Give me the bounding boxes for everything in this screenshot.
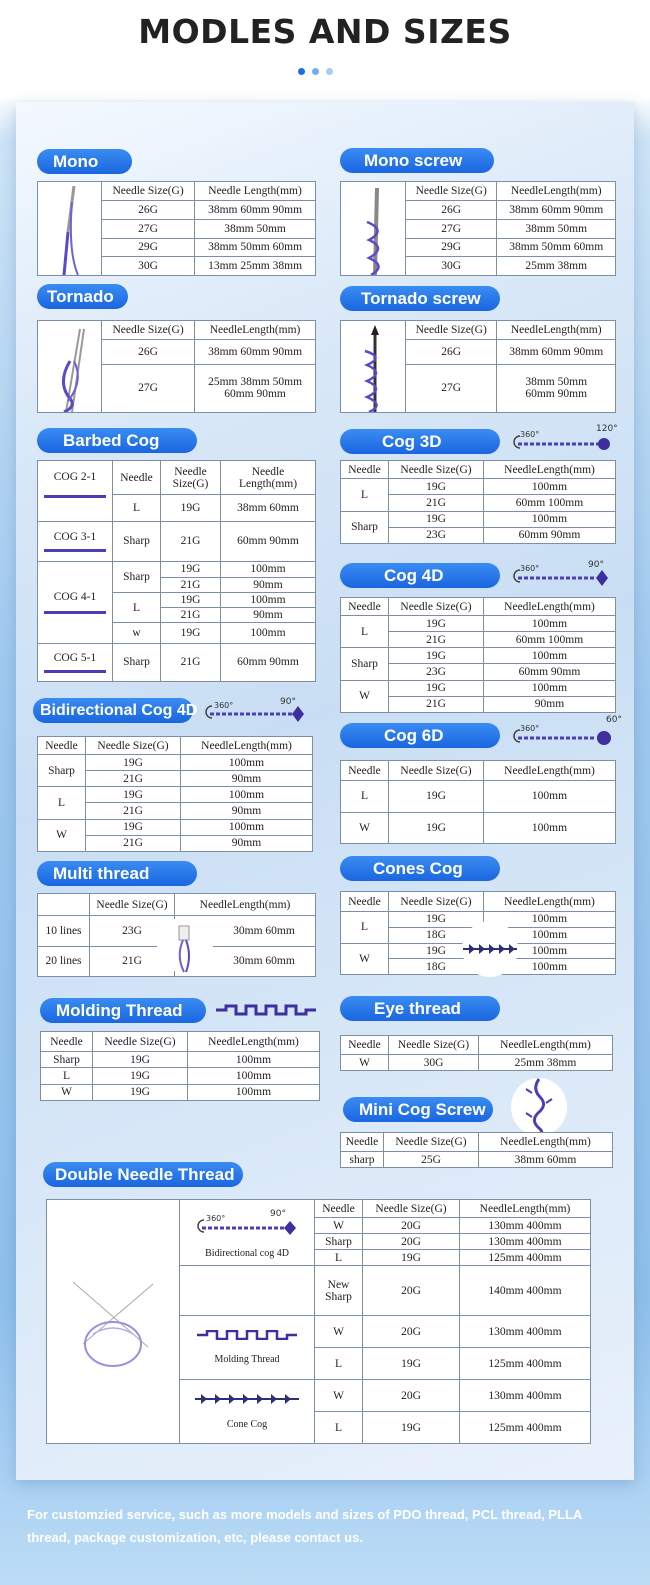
- cell: 100mm: [181, 755, 313, 771]
- multi-label: Multi thread: [37, 861, 197, 886]
- cell: 26G: [102, 201, 195, 220]
- cell: [315, 1266, 363, 1316]
- dot-2[interactable]: [312, 68, 319, 75]
- th-size: Needle Size(G): [363, 1200, 460, 1218]
- cat-bidirectional: [180, 1200, 315, 1266]
- molding-table: [40, 1031, 320, 1101]
- th-needle: Needle: [41, 1032, 93, 1052]
- cell: 100mm: [188, 1068, 320, 1084]
- cell: 100mm: [484, 781, 616, 813]
- cog6d-table: [340, 760, 616, 844]
- cell: 100mm: [181, 819, 313, 835]
- th-size: Needle Size(G): [389, 598, 484, 616]
- cell: 18G: [389, 927, 484, 943]
- deg-60: 60°: [606, 715, 622, 725]
- cell: 100mm: [221, 623, 316, 643]
- th-length: NeedleLength(mm): [181, 737, 313, 755]
- cell: 19G: [93, 1068, 188, 1084]
- cell: 21G: [389, 495, 484, 511]
- th-needle: Needle: [341, 461, 389, 479]
- cell: 90mm: [181, 835, 313, 851]
- th-length: NeedleLength(mm): [497, 321, 616, 340]
- cell: 29G: [102, 238, 195, 257]
- cell: 125mm 400mm: [460, 1348, 591, 1380]
- cell: 100mm: [484, 680, 616, 696]
- cog4d-label: Cog 4D: [340, 563, 500, 588]
- cog3d-label: Cog 3D: [340, 429, 500, 454]
- cog6d-thread-icon: [508, 712, 623, 752]
- cell: 100mm: [484, 648, 616, 664]
- model-cog-3-1: [38, 521, 113, 561]
- cell: 60mm 100mm: [484, 632, 616, 648]
- cell: 18G: [389, 959, 484, 975]
- cell: 125mm 400mm: [460, 1250, 591, 1266]
- tornado-label: Tornado: [37, 284, 128, 309]
- cell: Sharp: [113, 561, 161, 592]
- barbed-cog-table: [37, 460, 316, 682]
- cell: L: [315, 1250, 363, 1266]
- cell: 21G: [161, 608, 221, 623]
- cell: 60mm 90mm: [484, 664, 616, 680]
- cell: 19G: [93, 1052, 188, 1068]
- cell: 90mm: [484, 696, 616, 712]
- cell: 100mm: [484, 943, 616, 959]
- cell-line: 38mm 50mm: [525, 376, 588, 389]
- cell: Sharp: [341, 648, 389, 680]
- cell: 19G: [363, 1348, 460, 1380]
- cell: Sharp: [38, 755, 86, 787]
- cell: 19G: [161, 495, 221, 521]
- double-needle-loop-image: [63, 1272, 163, 1372]
- mono-screw-image: [340, 181, 406, 276]
- cell: 30G: [102, 257, 195, 276]
- bidir-label: Bidirectional Cog 4D: [33, 698, 193, 723]
- cell: 100mm: [484, 479, 616, 495]
- cell: 25mm 38mm: [479, 1055, 613, 1071]
- cog3d-table: [340, 460, 616, 544]
- cell: L: [113, 593, 161, 623]
- double-label: Double Needle Thread: [43, 1162, 243, 1187]
- pagination-dots: [298, 68, 338, 76]
- bidir-thread-icon: [192, 1206, 302, 1242]
- model-label: COG 2-1: [53, 471, 97, 483]
- th-blank: [38, 894, 90, 916]
- molding-thread-icon: [197, 1330, 297, 1340]
- cell: 100mm: [188, 1084, 320, 1100]
- cell: 60mm 90mm: [221, 643, 316, 681]
- cell: W: [341, 943, 389, 975]
- cones-label: Cones Cog: [340, 856, 500, 881]
- th-length: NeedleLength(mm): [497, 182, 616, 201]
- deg-360: 360°: [520, 564, 540, 573]
- cell: L: [315, 1348, 363, 1380]
- cell: 38mm 50mm: [497, 219, 616, 238]
- th-length: Needle Length(mm): [221, 461, 316, 495]
- cell: 27G: [406, 364, 497, 412]
- thread-line-icon: [44, 549, 106, 552]
- cell: 60mm 100mm: [484, 495, 616, 511]
- eye-table: [340, 1035, 613, 1071]
- cell: 23G: [389, 527, 484, 543]
- cell: 20G: [363, 1316, 460, 1348]
- cell: 100mm: [221, 561, 316, 577]
- cell: 19G: [389, 781, 484, 813]
- cell: 19G: [389, 812, 484, 844]
- th-needle: Needle: [341, 1133, 384, 1152]
- th-length: NeedleLength(mm): [175, 894, 316, 916]
- cell: 90mm: [221, 608, 316, 623]
- cell: 19G: [389, 912, 484, 928]
- th-length: NeedleLength(mm): [484, 461, 616, 479]
- cell: 38mm 60mm 90mm: [497, 340, 616, 365]
- deg-360: 360°: [206, 1213, 226, 1223]
- cog3d-thread-icon: [508, 420, 620, 460]
- cell: 38mm 60mm 90mm: [195, 340, 316, 365]
- th-length: NeedleLength(mm): [479, 1036, 613, 1055]
- model-cog-4-1: [38, 561, 113, 643]
- cell: W: [341, 680, 389, 712]
- cell: 38mm 60mm: [221, 495, 316, 521]
- cell: 130mm 400mm: [460, 1380, 591, 1412]
- cell: 19G: [363, 1250, 460, 1266]
- cell: 26G: [406, 201, 497, 220]
- cell: 100mm: [484, 912, 616, 928]
- eye-label: Eye thread: [340, 996, 500, 1021]
- th-needle: Needle: [113, 461, 161, 495]
- cog4d-thread-icon: [508, 558, 620, 594]
- th-size: Needle Size(G): [389, 761, 484, 781]
- cell: 90mm: [181, 771, 313, 787]
- th-size: Needle Size(G): [90, 894, 175, 916]
- cell-line: 60mm 90mm: [525, 388, 588, 401]
- cell: 20G: [363, 1266, 460, 1316]
- deg-360: 360°: [214, 701, 234, 710]
- mini-cog-screw-image: [508, 1077, 570, 1137]
- cell: 130mm 400mm: [460, 1234, 591, 1250]
- cell: 19G: [389, 479, 484, 495]
- tornado-table: [101, 320, 316, 413]
- cell: 130mm 400mm: [460, 1316, 591, 1348]
- cell: 19G: [86, 787, 181, 803]
- cell: 20G: [363, 1218, 460, 1234]
- minicog-label: Mini Cog Screw: [343, 1097, 493, 1122]
- cell: 21G: [161, 643, 221, 681]
- cell: 100mm: [484, 812, 616, 844]
- cat-cone-cog: [180, 1380, 315, 1444]
- cell: 30mm 60mm: [175, 916, 316, 947]
- cell: 38mm 60mm: [479, 1152, 613, 1168]
- cog6d-label: Cog 6D: [340, 723, 500, 748]
- th-length: NeedleLength(mm): [188, 1032, 320, 1052]
- th-length: NeedleLength(mm): [195, 321, 316, 340]
- double-table: [46, 1199, 591, 1444]
- deg-90: 90°: [280, 697, 296, 707]
- molding-label: Molding Thread: [40, 998, 206, 1023]
- cell: 27G: [406, 219, 497, 238]
- th-size: Needle Size(G): [93, 1032, 188, 1052]
- cell: 19G: [86, 755, 181, 771]
- cell: 30mm 60mm: [175, 946, 316, 977]
- cell: 19G: [363, 1412, 460, 1444]
- cell: 19G: [161, 561, 221, 577]
- cell: 100mm: [181, 787, 313, 803]
- cell: 38mm 60mm 90mm: [195, 201, 316, 220]
- cell-line: Sharp: [325, 1290, 352, 1303]
- cell: 21G: [86, 835, 181, 851]
- th-length: NeedleLength(mm): [460, 1200, 591, 1218]
- cell: 100mm: [221, 593, 316, 608]
- cell: W: [38, 819, 86, 851]
- tornado-screw-image: [340, 320, 406, 413]
- dot-active[interactable]: [298, 68, 305, 75]
- mono-label: Mono: [37, 149, 132, 174]
- cell: 100mm: [484, 511, 616, 527]
- tornado-screw-table: [405, 320, 616, 413]
- molding-thread-icon: [216, 1004, 316, 1016]
- cell: Sharp: [113, 521, 161, 561]
- th-size: Needle Size(G): [102, 182, 195, 201]
- mono-needle-image: [37, 181, 102, 276]
- cell: 30G: [389, 1055, 479, 1071]
- cell: Sharp: [41, 1052, 93, 1068]
- cell-line: 25mm 38mm 50mm: [208, 376, 303, 389]
- cell: 100mm: [188, 1052, 320, 1068]
- th-length: Needle Length(mm): [195, 182, 316, 201]
- cell: sharp: [341, 1152, 384, 1168]
- th-size: Needle Size(G): [384, 1133, 479, 1152]
- cat-molding: [180, 1316, 315, 1380]
- mono-screw-table: [405, 181, 616, 276]
- cell: 100mm: [484, 927, 616, 943]
- deg-360: 360°: [520, 430, 540, 439]
- model-label: COG 3-1: [53, 530, 97, 543]
- cell: 19G: [389, 511, 484, 527]
- model-cog-5-1: [38, 643, 113, 681]
- cell: 19G: [389, 680, 484, 696]
- page-title: MODLES AND SIZES: [138, 12, 512, 51]
- th-size: Needle Size(G): [389, 461, 484, 479]
- cell: W: [315, 1316, 363, 1348]
- cell: L: [38, 787, 86, 819]
- tornado-screw-label: Tornado screw: [340, 286, 500, 311]
- th-needle: Needle: [315, 1200, 363, 1218]
- mono-table: [101, 181, 316, 276]
- cell: L: [41, 1068, 93, 1084]
- cell: 19G: [389, 616, 484, 632]
- model-label: COG 5-1: [53, 651, 97, 664]
- cell: 90mm: [181, 803, 313, 819]
- cell: 20G: [363, 1234, 460, 1250]
- barbed-cog-label: Barbed Cog: [37, 428, 197, 453]
- th-size: Needle Size(G): [389, 892, 484, 912]
- cat-label: Bidirectional cog 4D: [205, 1247, 289, 1259]
- cell: 19G: [389, 943, 484, 959]
- th-length: NeedleLength(mm): [484, 598, 616, 616]
- cones-cog-image: [461, 920, 519, 978]
- cell: 27G: [102, 219, 195, 238]
- cell: Sharp: [315, 1234, 363, 1250]
- cell: 19G: [93, 1084, 188, 1100]
- cell: 19G: [161, 623, 221, 643]
- bidir-thread-icon: [200, 694, 315, 728]
- th-length: NeedleLength(mm): [484, 892, 616, 912]
- cell: 30G: [406, 257, 497, 276]
- bidir-table: [37, 736, 313, 852]
- thread-line-icon: [44, 611, 106, 614]
- model-label: COG 4-1: [53, 590, 97, 603]
- th-size: Needle Size(G): [389, 1036, 479, 1055]
- cell: 140mm 400mm: [460, 1266, 591, 1316]
- cell: 10 lines: [38, 916, 90, 947]
- th-length: NeedleLength(mm): [479, 1133, 613, 1152]
- cell: 23G: [389, 664, 484, 680]
- tornado-image: [37, 320, 102, 413]
- cell: 38mm 60mm 90mm: [497, 201, 616, 220]
- cell: [195, 364, 316, 412]
- cog4d-table: [340, 597, 616, 713]
- cell: 26G: [102, 340, 195, 365]
- cat-label: Molding Thread: [214, 1353, 280, 1365]
- cell: 125mm 400mm: [460, 1412, 591, 1444]
- cell: 19G: [86, 819, 181, 835]
- cell: W: [341, 812, 389, 844]
- cell: 60mm 90mm: [221, 521, 316, 561]
- th-size: Needle Size(G): [86, 737, 181, 755]
- cell: W: [315, 1218, 363, 1234]
- cell: w: [113, 623, 161, 643]
- cell: 13mm 25mm 38mm: [195, 257, 316, 276]
- cell: 21G: [86, 803, 181, 819]
- minicog-table: [340, 1132, 613, 1168]
- double-thread-image-cell: [47, 1200, 180, 1444]
- cell: 21G: [161, 578, 221, 593]
- th-needle: Needle: [341, 761, 389, 781]
- cell: 21G: [86, 771, 181, 787]
- cell: L: [341, 479, 389, 512]
- footer-note: For customzied service, such as more models and sizes of PDO thread, PCL thread, PLLA thread, package customization, etc, please contact us.: [27, 1507, 582, 1545]
- cell: Sharp: [341, 511, 389, 544]
- th-size: Needle Size(G): [406, 321, 497, 340]
- cat-label: Cone Cog: [226, 1418, 268, 1430]
- th-size: Needle Size(G): [161, 461, 221, 495]
- cell: 26G: [406, 340, 497, 365]
- deg-90: 90°: [588, 560, 604, 570]
- th-length: NeedleLength(mm): [484, 761, 616, 781]
- cell-line: New: [327, 1278, 350, 1291]
- cell: 21G: [389, 632, 484, 648]
- cone-cog-icon: [195, 1393, 299, 1405]
- th-needle: Needle: [38, 737, 86, 755]
- thread-line-icon: [44, 670, 106, 673]
- cell: W: [341, 1055, 389, 1071]
- cell: L: [341, 912, 389, 944]
- cell: L: [341, 781, 389, 813]
- cell: 25mm 38mm: [497, 257, 616, 276]
- th-size: Needle Size(G): [102, 321, 195, 340]
- cell: 38mm 50mm 60mm: [497, 238, 616, 257]
- cell: 23G: [90, 916, 175, 947]
- cell: W: [315, 1380, 363, 1412]
- cell: 19G: [389, 648, 484, 664]
- th-needle: Needle: [341, 1036, 389, 1055]
- cell: L: [113, 495, 161, 521]
- cell: Sharp: [113, 643, 161, 681]
- mono-screw-label: Mono screw: [340, 148, 494, 173]
- cell: 29G: [406, 238, 497, 257]
- th-needle: Needle: [341, 598, 389, 616]
- cell: 130mm 400mm: [460, 1218, 591, 1234]
- cell: 25G: [384, 1152, 479, 1168]
- multi-thread-image: [156, 916, 214, 974]
- cell: 60mm 90mm: [484, 527, 616, 543]
- deg-120: 120°: [596, 424, 618, 434]
- cell: 100mm: [484, 616, 616, 632]
- cell: L: [341, 616, 389, 648]
- cell-line: 60mm 90mm: [224, 388, 286, 401]
- cell: [497, 364, 616, 412]
- th-size: Needle Size(G): [406, 182, 497, 201]
- thread-line-icon: [44, 495, 106, 498]
- dot-3[interactable]: [326, 68, 333, 75]
- cell: 20 lines: [38, 946, 90, 977]
- cell: 90mm: [221, 578, 316, 593]
- cell: L: [315, 1412, 363, 1444]
- cat-blank: [180, 1266, 315, 1316]
- cell: W: [41, 1084, 93, 1100]
- cell: 20G: [363, 1380, 460, 1412]
- cell: 21G: [161, 521, 221, 561]
- cell: 38mm 50mm: [195, 219, 316, 238]
- deg-360: 360°: [520, 724, 540, 733]
- th-needle: Needle: [341, 892, 389, 912]
- deg-90: 90°: [270, 1208, 286, 1219]
- cell: 21G: [389, 696, 484, 712]
- cell: 19G: [161, 593, 221, 608]
- cell: 38mm 50mm 60mm: [195, 238, 316, 257]
- cell: 27G: [102, 364, 195, 412]
- cell: 21G: [90, 946, 175, 977]
- model-cog-2-1: [38, 461, 113, 522]
- cell: 100mm: [484, 959, 616, 975]
